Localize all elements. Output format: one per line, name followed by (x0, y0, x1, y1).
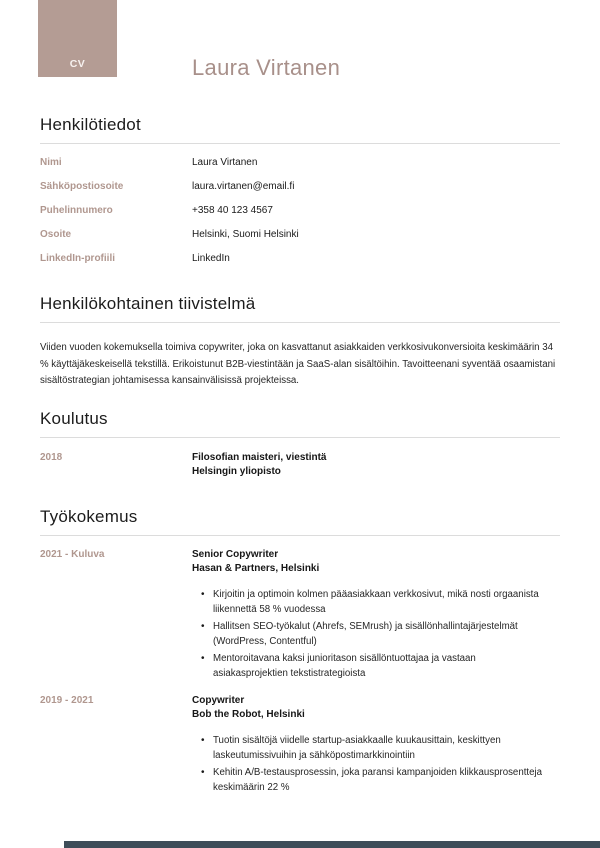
experience-entry (40, 694, 560, 798)
info-row-email (40, 181, 560, 193)
experience-role: Copywriter (192, 695, 245, 706)
experience-bullet: • Mentoroitavana kaksi junioritason sisällöntuottajaa ja vastaan asiakasprojektien tekstistrategioista (201, 652, 546, 681)
experience-role: Senior Copywriter (192, 549, 279, 560)
info-label: Nimi (40, 157, 62, 168)
info-value: Laura Virtanen (192, 157, 258, 168)
experience-bullet-list (201, 588, 560, 681)
section-heading-personal: Henkilötiedot (40, 116, 560, 144)
section-heading-summary: Henkilökohtainen tiivistelmä (40, 295, 560, 323)
experience-bullet: • Kehitin A/B-testausprosessin, joka paransi kampanjoiden klikkausprosentteja keskimäärin 22 % (201, 766, 546, 795)
info-row-name (40, 157, 560, 169)
experience-period: 2019 - 2021 (40, 695, 94, 706)
cv-badge-label: CV (69, 58, 86, 70)
education-details (192, 451, 560, 479)
page-title: Laura Virtanen (192, 55, 341, 80)
cv-badge (38, 0, 117, 77)
section-personal-info (40, 116, 560, 277)
experience-entry (40, 548, 560, 684)
experience-details (192, 694, 560, 798)
experience-company: Hasan & Partners, Helsinki (192, 563, 320, 574)
education-entry (40, 451, 560, 479)
section-experience (40, 508, 560, 798)
section-education (40, 410, 560, 479)
experience-bullet: • Hallitsen SEO-työkalut (Ahrefs, SEMrush) ja sisällönhallintajärjestelmät (WordPress, Contentful) (201, 620, 546, 649)
summary-paragraph: Viiden vuoden kokemuksella toimiva copywriter, joka on kasvattanut asiakkaiden verkkosivukonversioita keskimäärin 34 % käyttäjäkeskeisellä tekstillä. Erikoistunut B2B-viestintään ja SaaS-alan sisältöihin. Tavoitteenani syventää osaamistani sisältöstrategian johtamisessa kansainvälisissä projekteissa. (40, 342, 556, 386)
experience-bullet: • Tuotin sisältöjä viidelle startup-asiakkaalle kuukausittain, keskittyen laskeutumissivuihin ja sähköpostimarkkinointiin (201, 734, 546, 763)
experience-period: 2021 - Kuluva (40, 549, 105, 560)
section-heading-experience: Työkokemus (40, 508, 560, 536)
info-label: LinkedIn-profiili (40, 253, 115, 264)
footer-accent-bar (64, 841, 600, 848)
info-label: Osoite (40, 229, 72, 240)
education-period: 2018 (40, 452, 63, 463)
info-row-linkedin (40, 253, 560, 265)
info-value: Helsinki, Suomi Helsinki (192, 229, 299, 240)
info-label: Puhelinnumero (40, 205, 113, 216)
experience-details (192, 548, 560, 684)
linkedin-value: LinkedIn (192, 253, 230, 264)
experience-company: Bob the Robot, Helsinki (192, 709, 305, 720)
info-value: +358 40 123 4567 (192, 205, 273, 216)
personal-info-rows (40, 157, 560, 265)
education-school: Helsingin yliopisto (192, 466, 281, 477)
section-summary (40, 295, 560, 390)
info-row-address (40, 229, 560, 241)
info-label: Sähköpostiosoite (40, 181, 124, 192)
experience-bullet-list (201, 734, 560, 795)
info-value: laura.virtanen@email.fi (192, 181, 295, 192)
section-heading-education: Koulutus (40, 410, 560, 438)
experience-bullet: • Kirjoitin ja optimoin kolmen pääasiakkaan verkkosivut, mikä nosti orgaanista liikennettä 58 % vuodessa (201, 588, 546, 617)
info-row-phone (40, 205, 560, 217)
education-degree: Filosofian maisteri, viestintä (192, 452, 327, 463)
